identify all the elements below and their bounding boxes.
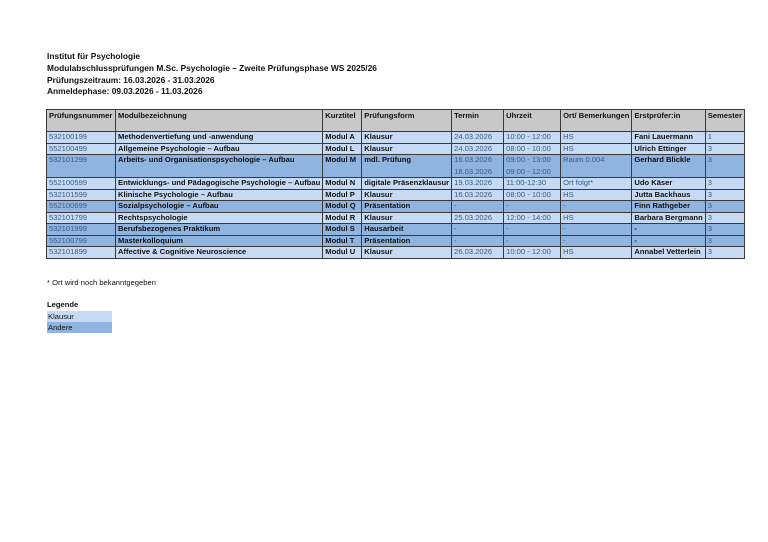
- cell-termin: [452, 155, 504, 178]
- semester-value: 3: [707, 224, 712, 233]
- pruefungsform-value: digitale Präsenzklausur: [364, 178, 450, 187]
- semester-value: 3: [707, 155, 712, 164]
- cell-semester: [705, 189, 744, 201]
- cell-modulbezeichnung: [116, 247, 323, 259]
- semester-value: 3: [707, 201, 712, 210]
- cell-pruefungsform: [362, 235, 452, 247]
- cell-ort: [561, 201, 632, 213]
- pruefungsform-value: Klausur: [364, 247, 393, 256]
- modulbezeichnung-value: Sozialpsychologie – Aufbau: [118, 201, 219, 210]
- cell-termin: [452, 201, 504, 213]
- kurztitel-value: Modul Q: [325, 201, 356, 210]
- cell-kurztitel: [323, 178, 362, 190]
- ort-value: HS: [563, 247, 574, 256]
- table-row: [47, 189, 745, 201]
- table-header-row: [47, 110, 745, 132]
- ort-value: HS: [563, 189, 574, 199]
- erstpruefer-value: -: [634, 235, 637, 245]
- cell-ort: [561, 155, 632, 178]
- modulbezeichnung-value: Arbeits- und Organisationspsychologie – Aufbau: [118, 155, 295, 164]
- termin-value: -: [454, 201, 457, 210]
- modulbezeichnung-value: Entwicklungs- und Pädagogische Psychologie – Aufbau: [118, 178, 321, 187]
- cell-modulbezeichnung: [116, 189, 323, 201]
- semester-value: 1: [707, 132, 712, 141]
- cell-termin: [452, 212, 504, 224]
- erstpruefer-value: Annabel Vetterlein: [634, 247, 701, 256]
- cell-semester: [705, 132, 744, 144]
- cell-uhrzeit: [504, 212, 561, 224]
- ort-value: HS: [563, 132, 574, 141]
- modulbezeichnung-value: Rechtspsychologie: [118, 212, 188, 222]
- uhrzeit-value: -: [506, 235, 509, 245]
- cell-pruefungsform: [362, 212, 452, 224]
- cell-pruefungsnummer: [47, 235, 116, 247]
- table-body: [47, 132, 745, 259]
- semester-value: 3: [707, 143, 712, 153]
- modulbezeichnung-value: Berufsbezogenes Praktikum: [118, 224, 221, 233]
- cell-termin: [452, 189, 504, 201]
- cell-modulbezeichnung: [116, 212, 323, 224]
- cell-ort: [561, 247, 632, 259]
- pruefungsnummer-value: 532101299: [49, 155, 88, 164]
- pruefungsnummer-value: 532101899: [49, 247, 88, 256]
- cell-erstpruefer: [632, 132, 705, 144]
- ort-value: HS: [563, 212, 574, 222]
- cell-modulbezeichnung: [116, 143, 323, 155]
- cell-modulbezeichnung: [116, 132, 323, 144]
- uhrzeit-value: 10:00 - 12:00: [506, 247, 551, 256]
- cell-erstpruefer: [632, 235, 705, 247]
- cell-semester: [705, 212, 744, 224]
- cell-kurztitel: [323, 143, 362, 155]
- cell-semester: [705, 155, 744, 178]
- table-row: [47, 201, 745, 213]
- uhrzeit-value: -: [506, 224, 509, 233]
- col-header-semester: Semester: [705, 110, 744, 132]
- cell-pruefungsform: [362, 201, 452, 213]
- col-header-pruefungsnummer: Prüfungsnummer: [47, 110, 116, 132]
- pruefungsform-value: Präsentation: [364, 235, 411, 245]
- pruefungsnummer-value: 552100499: [49, 143, 88, 153]
- cell-termin: [452, 132, 504, 144]
- modulbezeichnung-value: Methodenvertiefung und -anwendung: [118, 132, 254, 141]
- cell-semester: [705, 178, 744, 190]
- kurztitel-value: Modul L: [325, 143, 355, 153]
- kurztitel-value: Modul P: [325, 189, 355, 199]
- cell-uhrzeit: [504, 201, 561, 213]
- erstpruefer-value: Jutta Backhaus: [634, 189, 691, 199]
- cell-ort: [561, 132, 632, 144]
- document-title: Modulabschlussprüfungen M.Sc. Psychologie – Zweite Prüfungsphase WS 2025/26: [47, 62, 377, 73]
- termin-value: -: [454, 224, 457, 233]
- ort-value: Raum 0.004: [563, 155, 605, 164]
- cell-termin: [452, 247, 504, 259]
- pruefungsform-value: Klausur: [364, 132, 393, 141]
- cell-modulbezeichnung: [116, 178, 323, 190]
- cell-pruefungsnummer: [47, 143, 116, 155]
- modulbezeichnung-value: Masterkolloquium: [118, 235, 183, 245]
- termin-value: 26.03.2026: [454, 247, 493, 256]
- cell-kurztitel: [323, 235, 362, 247]
- cell-modulbezeichnung: [116, 155, 323, 178]
- ort-value: Ort folgt*: [563, 178, 594, 187]
- document-header: [47, 51, 377, 98]
- cell-ort: [561, 224, 632, 236]
- cell-ort: [561, 189, 632, 201]
- cell-pruefungsform: [362, 224, 452, 236]
- cell-erstpruefer: [632, 155, 705, 178]
- cell-uhrzeit: [504, 224, 561, 236]
- cell-pruefungsform: [362, 155, 452, 178]
- pruefungsnummer-value: 552100699: [49, 201, 88, 210]
- cell-pruefungsnummer: [47, 247, 116, 259]
- pruefungsform-value: Hausarbeit: [364, 224, 404, 233]
- ort-value: -: [563, 201, 566, 210]
- cell-uhrzeit: [504, 189, 561, 201]
- termin-value: 25.03.2026: [454, 212, 493, 222]
- legend-item-klausur: Klausur: [47, 311, 112, 322]
- legend-item-andere: Andere: [47, 322, 112, 333]
- termin-value: 24.03.2026: [454, 132, 493, 141]
- cell-termin: [452, 224, 504, 236]
- modulbezeichnung-value: Klinische Psychologie – Aufbau: [118, 189, 233, 199]
- modulbezeichnung-value: Allgemeine Psychologie – Aufbau: [118, 143, 240, 153]
- cell-pruefungsform: [362, 178, 452, 190]
- erstpruefer-value: -: [634, 224, 637, 233]
- cell-ort: [561, 212, 632, 224]
- uhrzeit-value: 10:00 - 12:00: [506, 132, 551, 141]
- semester-value: 3: [707, 212, 712, 222]
- uhrzeit-value: 11:00-12:30: [506, 178, 547, 187]
- cell-erstpruefer: [632, 247, 705, 259]
- exam-period: Prüfungszeitraum: 16.03.2026 - 31.03.2026: [47, 74, 215, 85]
- pruefungsnummer-value: 532101599: [49, 189, 88, 199]
- table-row: [47, 178, 745, 190]
- exam-schedule-table: [46, 109, 745, 259]
- erstpruefer-value: Udo Käser: [634, 178, 673, 187]
- cell-modulbezeichnung: [116, 201, 323, 213]
- kurztitel-value: Modul S: [325, 224, 355, 233]
- col-header-pruefungsform: Prüfungsform: [362, 110, 452, 132]
- cell-pruefungsnummer: [47, 224, 116, 236]
- uhrzeit-value: 08:00 - 10:00: [506, 189, 551, 199]
- table-row: [47, 212, 745, 224]
- uhrzeit-value: 08:00 - 10:00: [506, 143, 551, 153]
- uhrzeit-value: 12:00 - 14:00: [506, 212, 551, 222]
- registration-period: Anmeldephase: 09.03.2026 - 11.03.2026: [47, 86, 203, 97]
- pruefungsform-value: Klausur: [364, 212, 393, 222]
- cell-modulbezeichnung: [116, 224, 323, 236]
- kurztitel-value: Modul U: [325, 247, 356, 256]
- col-header-termin: Termin: [452, 110, 504, 132]
- erstpruefer-value: Ulrich Ettinger: [634, 143, 687, 153]
- cell-semester: [705, 247, 744, 259]
- table-row: [47, 132, 745, 144]
- cell-erstpruefer: [632, 189, 705, 201]
- col-header-kurztitel: Kurztitel: [323, 110, 362, 132]
- cell-uhrzeit: [504, 132, 561, 144]
- cell-pruefungsform: [362, 247, 452, 259]
- cell-uhrzeit: [504, 235, 561, 247]
- cell-kurztitel: [323, 212, 362, 224]
- pruefungsform-value: Klausur: [364, 189, 393, 199]
- pruefungsnummer-value: 532100199: [49, 132, 88, 141]
- cell-ort: [561, 178, 632, 190]
- kurztitel-value: Modul M: [325, 155, 357, 164]
- uhrzeit-value-2: 09:00 - 12:00: [506, 167, 551, 176]
- cell-erstpruefer: [632, 212, 705, 224]
- cell-pruefungsnummer: [47, 132, 116, 144]
- kurztitel-value: Modul A: [325, 132, 355, 141]
- cell-kurztitel: [323, 155, 362, 178]
- uhrzeit-value: 09:00 - 13:00: [506, 155, 551, 164]
- cell-pruefungsnummer: [47, 155, 116, 178]
- cell-uhrzeit: [504, 155, 561, 178]
- pruefungsform-value: mdl. Prüfung: [364, 155, 412, 164]
- legend-title: Legende: [47, 300, 79, 309]
- kurztitel-value: Modul R: [325, 212, 356, 222]
- cell-modulbezeichnung: [116, 235, 323, 247]
- cell-termin: [452, 235, 504, 247]
- kurztitel-value: Modul N: [325, 178, 356, 187]
- semester-value: 3: [707, 235, 712, 245]
- kurztitel-value: Modul T: [325, 235, 355, 245]
- cell-pruefungsnummer: [47, 178, 116, 190]
- pruefungsnummer-value: 532101999: [49, 224, 88, 233]
- pruefungsnummer-value: 552100799: [49, 235, 88, 245]
- table-row: [47, 224, 745, 236]
- cell-uhrzeit: [504, 143, 561, 155]
- semester-value: 3: [707, 189, 712, 199]
- erstpruefer-value: Barbara Bergmann: [634, 212, 703, 222]
- pruefungsform-value: Präsentation: [364, 201, 411, 210]
- institute-name: Institut für Psychologie: [47, 51, 141, 61]
- cell-pruefungsnummer: [47, 212, 116, 224]
- semester-value: 3: [707, 178, 712, 187]
- cell-semester: [705, 235, 744, 247]
- termin-value: 16.03.2026: [454, 189, 493, 199]
- ort-value: HS: [563, 143, 574, 153]
- termin-value: 16.03.2026: [454, 155, 493, 164]
- table-row: [47, 247, 745, 259]
- cell-erstpruefer: [632, 143, 705, 155]
- cell-kurztitel: [323, 189, 362, 201]
- termin-value: 19.03.2026: [454, 178, 493, 187]
- pruefungsnummer-value: 532101799: [49, 212, 88, 222]
- termin-value-2: 18.03.2026: [454, 167, 493, 176]
- pruefungsform-value: Klausur: [364, 143, 393, 153]
- table-row: [47, 155, 745, 178]
- cell-termin: [452, 143, 504, 155]
- cell-kurztitel: [323, 224, 362, 236]
- cell-pruefungsform: [362, 132, 452, 144]
- table-row: [47, 235, 745, 247]
- ort-value: -: [563, 235, 566, 245]
- ort-value: -: [563, 224, 566, 233]
- cell-uhrzeit: [504, 178, 561, 190]
- cell-uhrzeit: [504, 247, 561, 259]
- cell-erstpruefer: [632, 224, 705, 236]
- col-header-uhrzeit: Uhrzeit: [504, 110, 561, 132]
- cell-semester: [705, 143, 744, 155]
- legend: [47, 300, 112, 333]
- erstpruefer-value: Gerhard Blickle: [634, 155, 691, 164]
- erstpruefer-value: Finn Rathgeber: [634, 201, 691, 210]
- cell-pruefungsnummer: [47, 201, 116, 213]
- cell-ort: [561, 235, 632, 247]
- cell-kurztitel: [323, 247, 362, 259]
- cell-pruefungsform: [362, 189, 452, 201]
- termin-value: 24.03.2026: [454, 143, 493, 153]
- semester-value: 3: [707, 247, 712, 256]
- table-row: [47, 143, 745, 155]
- cell-erstpruefer: [632, 178, 705, 190]
- uhrzeit-value: -: [506, 201, 509, 210]
- cell-kurztitel: [323, 201, 362, 213]
- cell-kurztitel: [323, 132, 362, 144]
- modulbezeichnung-value: Affective & Cognitive Neuroscience: [118, 247, 247, 256]
- cell-pruefungsform: [362, 143, 452, 155]
- cell-ort: [561, 143, 632, 155]
- cell-semester: [705, 201, 744, 213]
- cell-pruefungsnummer: [47, 189, 116, 201]
- pruefungsnummer-value: 552100599: [49, 178, 88, 187]
- termin-value: -: [454, 235, 457, 245]
- col-header-ort: Ort/ Bemerkungen: [561, 110, 632, 132]
- cell-semester: [705, 224, 744, 236]
- col-header-modulbezeichnung: Modulbezeichnung: [116, 110, 323, 132]
- footnote: * Ort wird noch bekanntgegeben: [47, 278, 156, 287]
- erstpruefer-value: Fani Lauermann: [634, 132, 693, 141]
- cell-erstpruefer: [632, 201, 705, 213]
- col-header-erstpruefer: Erstprüfer:in: [632, 110, 705, 132]
- cell-termin: [452, 178, 504, 190]
